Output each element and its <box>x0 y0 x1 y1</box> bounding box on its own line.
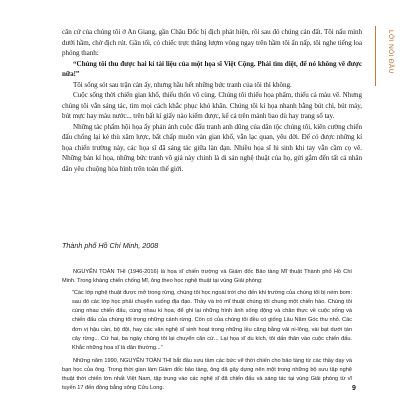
chapter-label: LỜI NÓI ĐẦU <box>387 30 394 74</box>
preface-paragraph: căn cứ của chúng tôi ở An Giang, gần Châu Đốc bị địch phát hiện, rồi sau đó chúng cán đất. Tôi nấu mình dưới hầm, chờ địch rút. Gần tối, có chiếc trực thăng lượm vòng ngay trên hầm tôi ẩn nấp, tôi nghe tiếng loa phóng thanh: <box>62 28 362 57</box>
preface-text <box>62 27 362 174</box>
place-date-signature: Thành phố Hồ Chí Minh, 2008 <box>62 241 159 250</box>
bio-quote: “Các lớp nghệ thuật được mở trong rừng, chúng tôi học ngoài trời cho đến khi trường của chúng tôi bị ném bom: sau đó các lớp học phải chuyển xuống địa đạo. Thầy và trò mĩ thuật chúng tôi chung một chiến hào. Chúng tôi cùng nhau chiến đấu, cùng nhau kí họa, để ghi lại những hình ảnh sống động và chân thực về cuộc sống và chiến đấu của chúng tôi trong những cánh rừng. Còn có của chúng tôi đều có giống Lâu Năm Góc thu nhỏ. Các đơn vị hậu cần, bộ đội, hay các văn nghệ sĩ sinh hoạt trong những lều căng bằng vải ni-lông, vài bạt dưới tán cây rừng... Cứ hai, ba ngày chúng tôi lại chuyển căn cứ... Lại họa sĩ du kích, tôi dấn thân vào cuộc chiến đấu. Khắc những họa sĩ là dân thường...” <box>72 290 352 351</box>
author-bio <box>62 268 352 393</box>
bio-closing: Những năm 1990, NGUYỄN TOÀN THI bắt đầu sưu tầm các bức vẽ thời chiến cho bảo tàng từ các thầy dạy và bạn học của ông. Trong thời gian làm Giám đốc bảo tàng, ông đã gây dựng nên một trong những bộ sưu tập nghệ thuật thời chiến lớn nhất Việt Nam, tập trung vào các nghệ sĩ đã chiến đấu và sáng tác tại vùng Giải phóng từ vĩ tuyến 17 đến đồng bằng sông Cửu Long. <box>62 357 352 392</box>
bio-intro: NGUYỄN TOÀN THI (1946-2016) là họa sĩ chiến trường và Giám đốc Bảo tàng Mĩ thuật Thành phố Hồ Chí Minh. Trong kháng chiến chống Mĩ, ông theo học nghệ thuật tại vùng Giải phóng: <box>62 269 352 285</box>
preface-quote: “Chúng tôi thu được hai kí tài liệu của một họa sĩ Việt Cộng. Phải tìm diệt, để nó không vẽ được nữa!” <box>62 59 362 78</box>
preface-paragraph: Tôi sống sót sau trận càn ấy, nhưng hầu hết những bức tranh của tôi thì không. <box>73 80 292 89</box>
preface-paragraph: Cuộc sống thời chiến gian khổ, thiếu thốn vô cùng. Chúng tôi thiếu họa phẩm, thiếu cả màu vẽ. Nhưng chúng tôi vẫn sáng tác, tìm mọi cách khắc phục khó khăn. Chúng tôi kí họa nhanh bằng bút chì, bút máy, bút mực hay màu nước... trên bất kì giấy nào kiếm được, kể cả trên mảnh bao dù hay trang sổ tay. <box>62 91 362 120</box>
preface-paragraph: Những tác phẩm hội họa ấy phản ánh cuộc đấu tranh anh dũng của dân tộc chúng tôi, kiên cường chiến đấu chống lại kẻ thù xâm lược, bất chấp muôn vàn gian khổ, vẫn lạc quan, yêu đời. Để có được những kí họa chiến trường này, các họa sĩ đã sáng tác giữa làn đạn. Nhiều họa sĩ hi sinh khi tay vẫn cầm cọ vẽ. Những bản kí họa, những bức tranh vô giá này chính là di sản nghệ thuật của họ, gửi gắm đến tất cả nhân dân yêu chuộng hòa bình trên toàn thế giới. <box>62 122 362 173</box>
page-number: 9 <box>352 385 356 392</box>
